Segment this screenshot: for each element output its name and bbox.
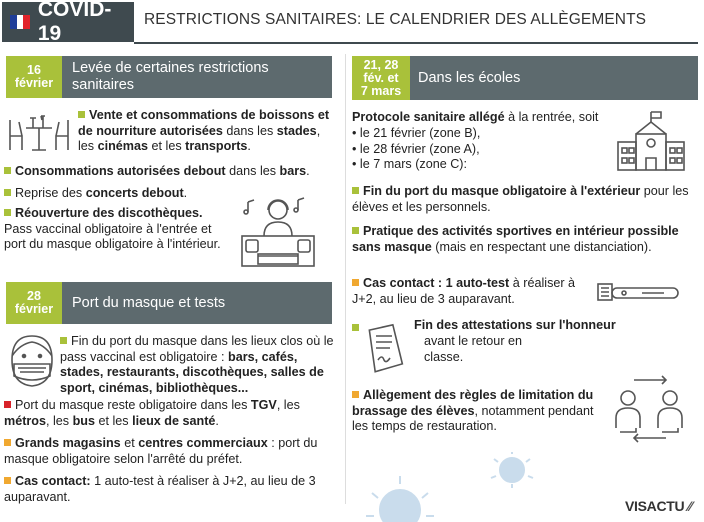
para-masque-obligatoire: Port du masque reste obligatoire dans les TGV, les métros, les bus et les lieux de santé.	[4, 398, 300, 428]
section-date: 28 février	[6, 282, 62, 324]
cafe-table-icon	[6, 108, 72, 154]
para-cas-contact-right: Cas contact : 1 auto-test à réaliser à J+2, au lieu de 3 auparavant.	[352, 276, 576, 306]
list-item: • le 28 février (zone A),	[352, 141, 480, 156]
visactu-logo: VISACTU ⁄⁄	[624, 498, 692, 514]
para-consommations-debout: Consommations autorisées debout dans les bars.	[4, 164, 340, 180]
school-building-icon	[616, 110, 686, 172]
para-vente-boissons: Vente et consommations de boissons et de nourriture autorisées dans les stades, les cinémas et les transports.	[78, 108, 330, 153]
section-label: Levée de certaines restrictions sanitaires	[72, 60, 269, 93]
badge-text: COVID-19	[37, 0, 112, 45]
document-signature-icon	[362, 322, 410, 374]
para-attestations: Fin des attestations sur l'honneur	[414, 318, 616, 332]
para-attestations-rest: avant le retour en classe.	[424, 334, 523, 364]
para-brassage: Allègement des règles de limitation du brassage des élèves, notamment pendant les temps de restauration.	[352, 388, 594, 433]
virus-decoration-icon	[360, 452, 540, 522]
french-flag-icon	[10, 15, 30, 29]
section-ecoles	[352, 56, 698, 100]
zone-list	[352, 126, 592, 173]
section-28-fevrier	[6, 282, 332, 324]
para-fin-masque-clos: Fin du port du masque dans les lieux clos où le pass vaccinal est obligatoire : bars, cafés, stades, restaurants, discothèques, salles de sport, cinémas, bibliothèques...	[60, 334, 334, 395]
section-label: Dans les écoles	[418, 69, 521, 86]
covid-badge	[2, 0, 134, 45]
section-16-fevrier	[6, 56, 332, 98]
para-fin-masque-exterieur: Fin du port du masque obligatoire à l'extérieur pour les élèves et les personnels.	[352, 184, 689, 214]
list-item: • le 21 février (zone B),	[352, 126, 481, 140]
para-discotheques: Réouverture des discothèques. Pass vaccinal obligatoire à l'entrée et port du masque obligatoire à l'intérieur.	[4, 206, 221, 251]
masked-face-icon	[4, 332, 60, 390]
header	[0, 0, 704, 44]
para-protocole: Protocole sanitaire allégé à la rentrée, soit	[352, 110, 599, 124]
para-cas-contact-left: Cas contact: 1 auto-test à réaliser à J+2, au lieu de 3 auparavant.	[4, 474, 316, 504]
section-date: 16 février	[6, 56, 62, 98]
page-title: RESTRICTIONS SANITAIRES: LE CALENDRIER DES ALLÈGEMENTS	[144, 11, 647, 28]
column-divider	[345, 54, 346, 504]
para-activites-sportives: Pratique des activités sportives en intérieur possible sans masque (mais en respectant une distanciation).	[352, 224, 679, 254]
bullet-square	[352, 324, 359, 331]
student-exchange-icon	[610, 372, 690, 444]
para-grands-magasins: Grands magasins et centres commerciaux : port du masque obligatoire selon l'arrêté du préfet.	[4, 436, 318, 466]
para-concerts: Reprise des concerts debout.	[4, 186, 340, 202]
section-label: Port du masque et tests	[72, 294, 226, 311]
list-item: • le 7 mars (zone C):	[352, 157, 467, 171]
section-date: 21, 28 fév. et 7 mars	[352, 56, 410, 100]
dj-booth-icon	[236, 194, 320, 270]
header-rule	[134, 42, 698, 44]
test-kit-icon	[596, 276, 682, 308]
